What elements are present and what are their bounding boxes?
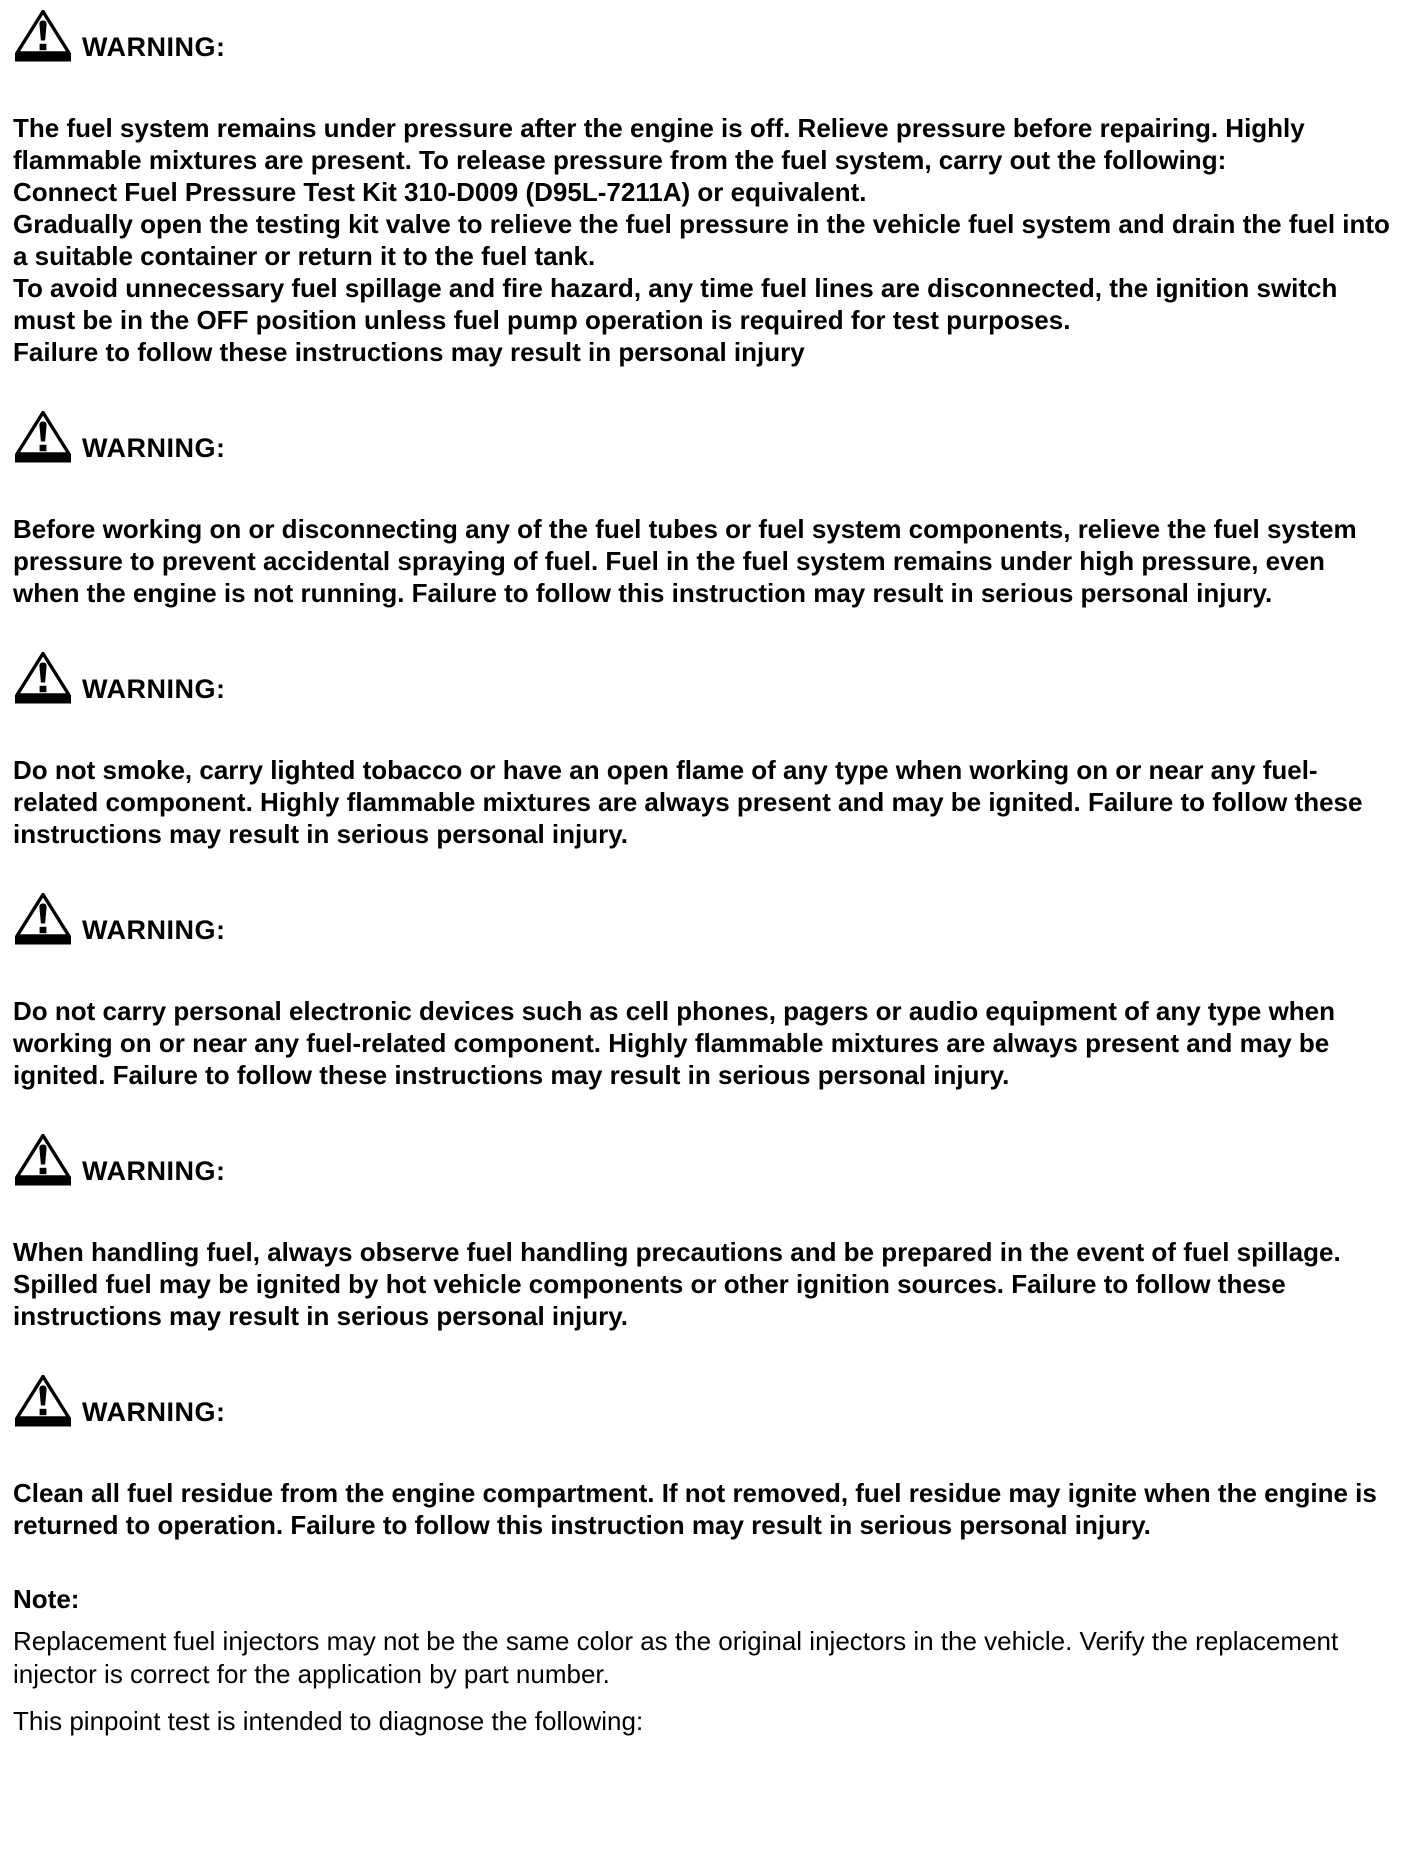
warning-header	[13, 1374, 1398, 1427]
warning-paragraph: When handling fuel, always observe fuel handling precautions and be prepared in the event of fuel spillage. Spilled fuel may be ignited by hot vehicle components or other ignition sources. Failure to follow these instructions may result in serious personal injury.	[13, 1237, 1341, 1331]
warning-triangle-icon	[13, 10, 73, 62]
warning-triangle-icon	[13, 1134, 73, 1186]
warning-section-3	[13, 651, 1398, 850]
warning-paragraph: To avoid unnecessary fuel spillage and fire hazard, any time fuel lines are disconnected, the ignition switch must be in the OFF position unless fuel pump operation is required for test purposes.	[13, 273, 1338, 335]
warning-body	[13, 1477, 1398, 1541]
warning-label: WARNING:	[82, 674, 226, 704]
warning-triangle-icon	[13, 652, 73, 704]
warning-body	[13, 754, 1398, 850]
warning-section-1	[13, 9, 1398, 368]
note-body: Replacement fuel injectors may not be the same color as the original injectors in the vehicle. Verify the replacement injector is correct for the application by part number.	[13, 1626, 1339, 1689]
warning-label: WARNING:	[82, 433, 226, 463]
warning-body	[13, 513, 1398, 609]
warning-paragraph: Failure to follow these instructions may result in personal injury	[13, 337, 805, 367]
warning-label: WARNING:	[82, 32, 226, 62]
warning-triangle-icon	[13, 893, 73, 945]
warning-body	[13, 1236, 1398, 1332]
warning-paragraph: Before working on or disconnecting any of the fuel tubes or fuel system components, relieve the fuel system pressure to prevent accidental spraying of fuel. Fuel in the fuel system remains under high pressure, even when the engine is not running. Failure to follow this instruction may result in serious personal injury.	[13, 514, 1357, 608]
warning-paragraph: Connect Fuel Pressure Test Kit 310-D009 (D95L-7211A) or equivalent.	[13, 177, 867, 207]
note-label: Note:	[13, 1584, 80, 1614]
warning-section-5	[13, 1133, 1398, 1332]
warning-header	[13, 1133, 1398, 1186]
warning-header	[13, 651, 1398, 704]
warning-header	[13, 9, 1398, 62]
warning-label: WARNING:	[82, 915, 226, 945]
warning-paragraph: The fuel system remains under pressure after the engine is off. Relieve pressure before repairing. Highly flammable mixtures are present. To release pressure from the fuel system, carry out the following:	[13, 113, 1305, 175]
warning-paragraph: Clean all fuel residue from the engine compartment. If not removed, fuel residue may ignite when the engine is returned to operation. Failure to follow this instruction may result in serious personal injury.	[13, 1478, 1377, 1540]
warning-paragraph: Do not carry personal electronic devices such as cell phones, pagers or audio equipment of any type when working on or near any fuel-related component. Highly flammable mixtures are always present and may be ignited. Failure to follow these instructions may result in serious personal injury.	[13, 996, 1336, 1090]
warning-body	[13, 995, 1398, 1091]
warning-header	[13, 892, 1398, 945]
warning-section-2	[13, 410, 1398, 609]
warning-section-4	[13, 892, 1398, 1091]
warning-paragraph: Gradually open the testing kit valve to relieve the fuel pressure in the vehicle fuel system and drain the fuel into a suitable container or return it to the fuel tank.	[13, 209, 1390, 271]
warning-section-6	[13, 1374, 1398, 1541]
warning-body	[13, 112, 1398, 368]
warning-header	[13, 410, 1398, 463]
warning-triangle-icon	[13, 1375, 73, 1427]
warning-triangle-icon	[13, 411, 73, 463]
warning-label: WARNING:	[82, 1156, 226, 1186]
warning-paragraph: Do not smoke, carry lighted tobacco or have an open flame of any type when working on or near any fuel-related component. Highly flammable mixtures are always present and may be ignited. Failure to follow these instructions may result in serious personal injury.	[13, 755, 1363, 849]
closing-line: This pinpoint test is intended to diagnose the following:	[13, 1706, 644, 1736]
warning-label: WARNING:	[82, 1397, 226, 1427]
